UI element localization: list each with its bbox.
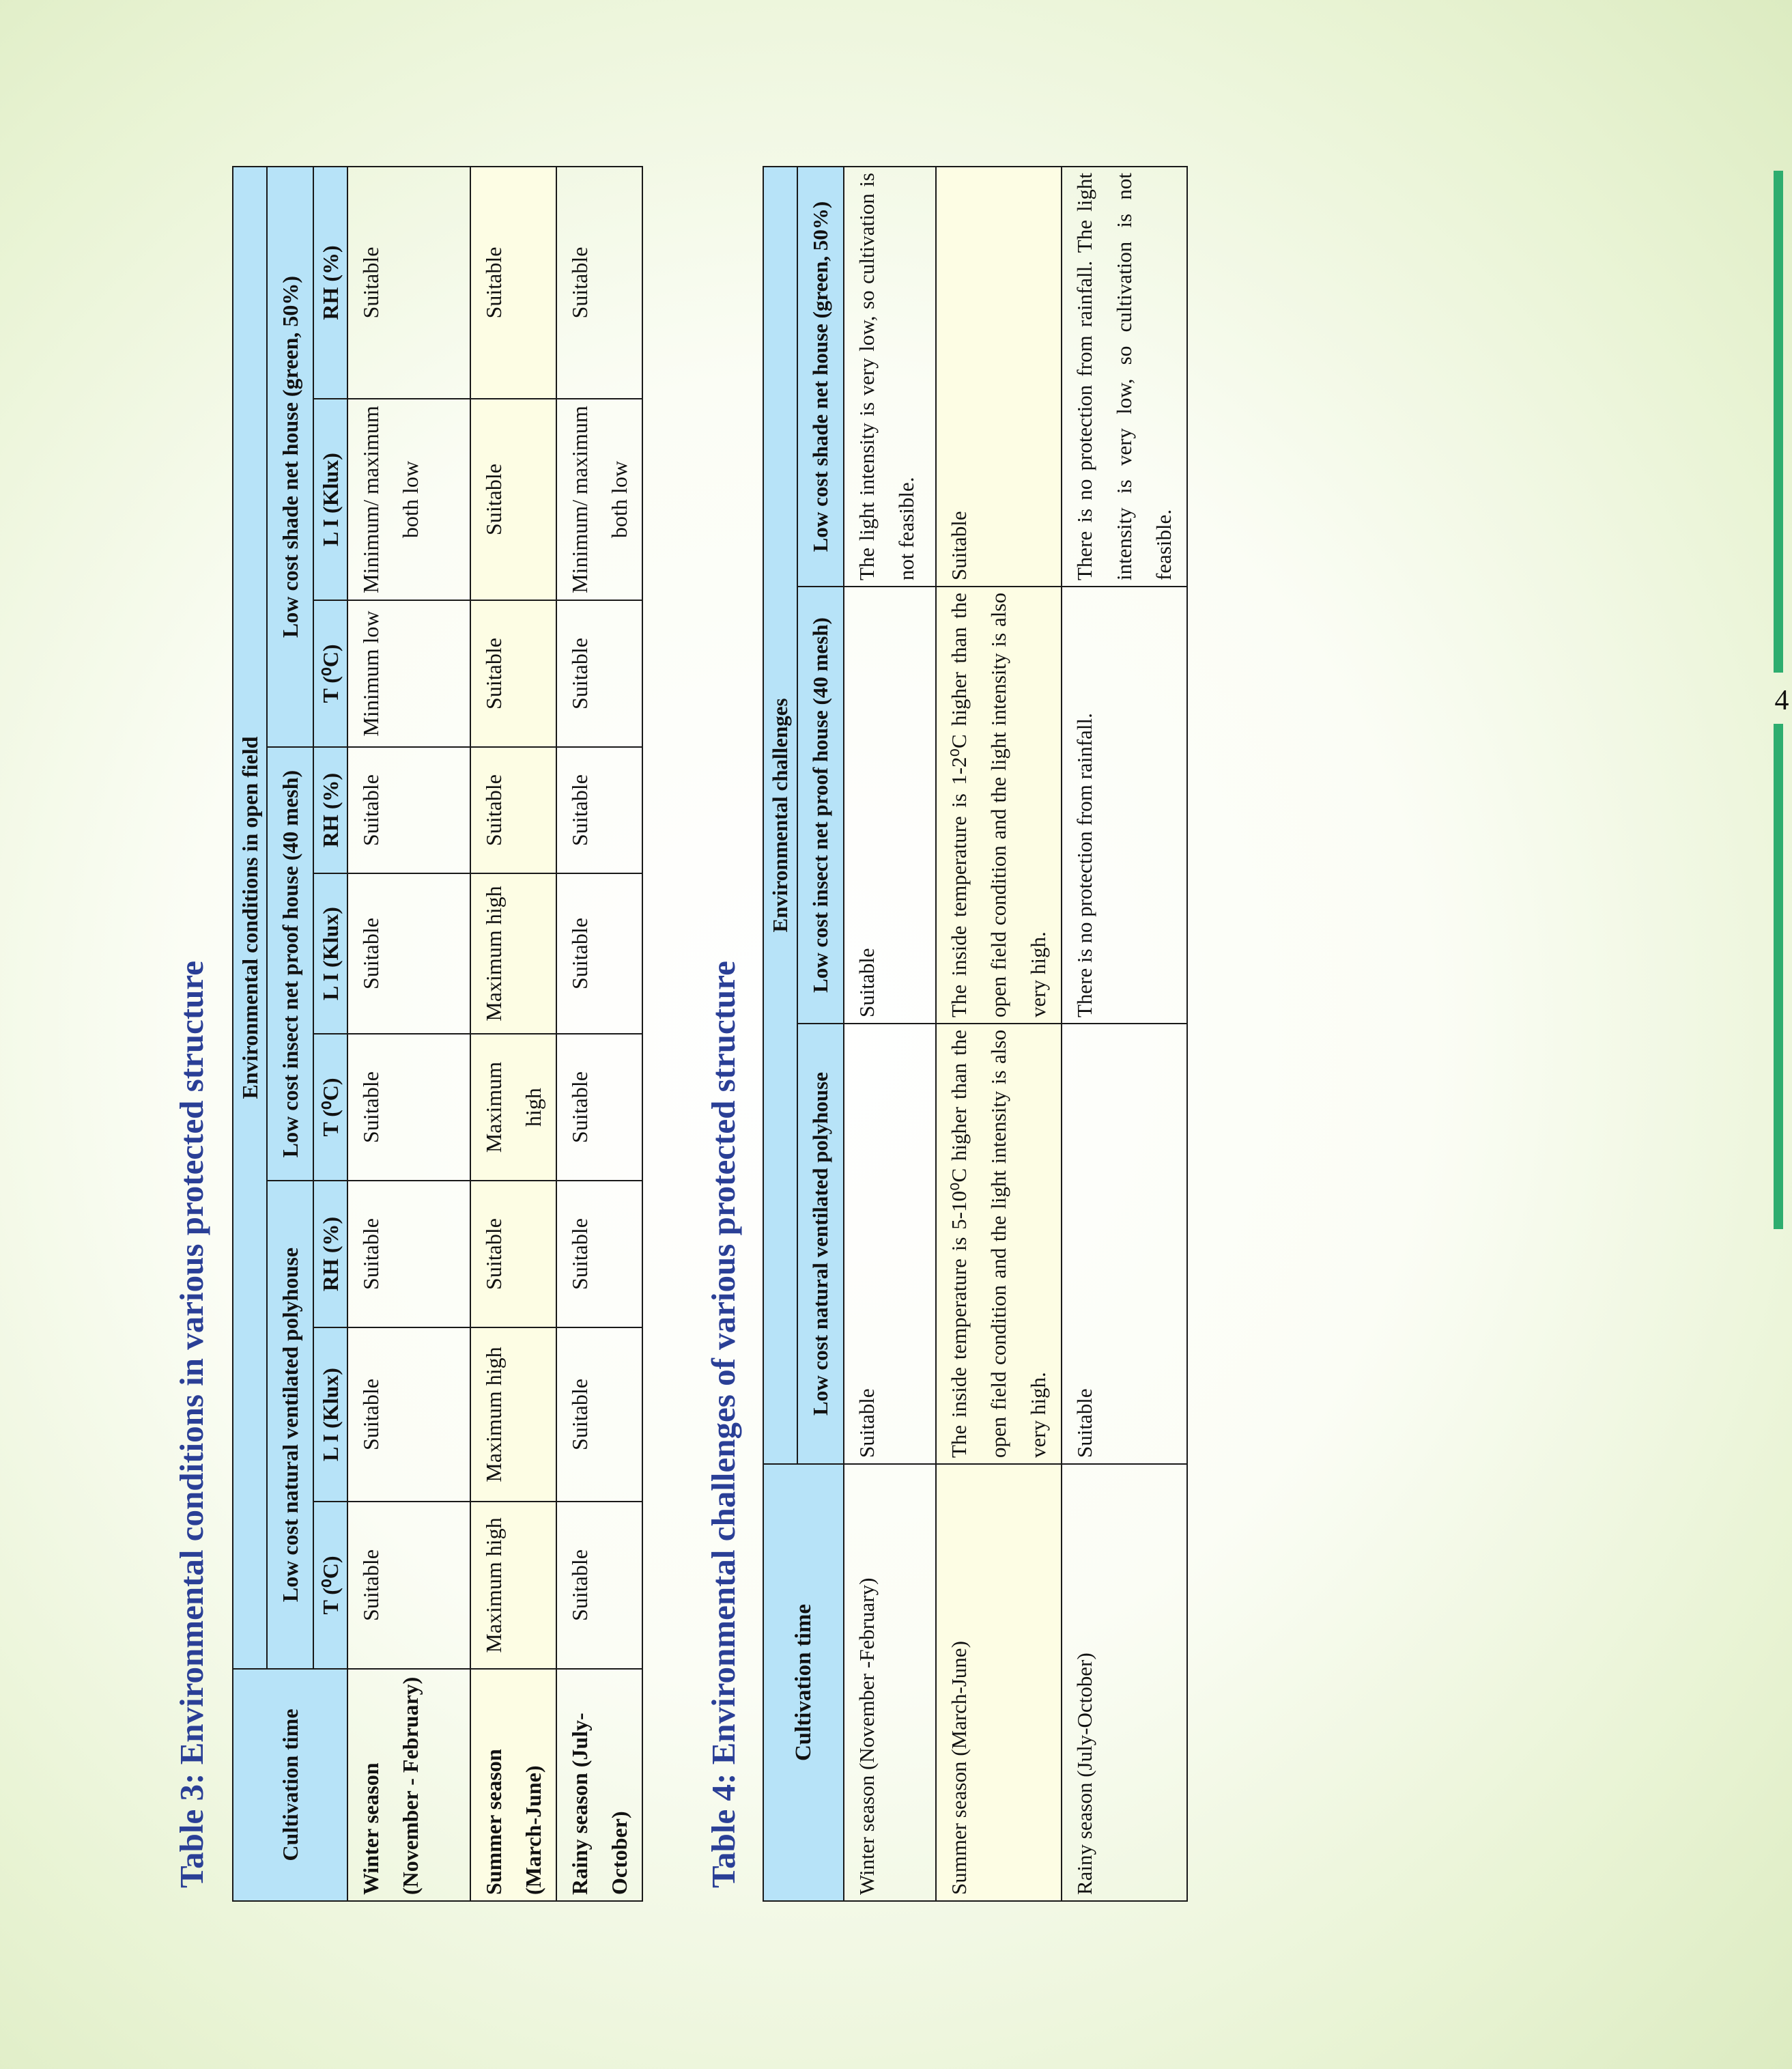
t3-header-structure-polyhouse: Low cost natural ventilated polyhouse <box>267 1181 313 1669</box>
t3-param-light-intensity: L I (Klux) <box>313 1327 347 1502</box>
t3-param-light-intensity: L I (Klux) <box>313 873 347 1034</box>
footer-divider-line <box>1774 171 1783 673</box>
table-cell: Suitable <box>470 167 556 399</box>
table-cell: Suitable <box>556 1327 642 1502</box>
t3-param-relative-humidity: RH (%) <box>313 1181 347 1327</box>
table-row <box>1062 167 1187 1901</box>
table-cell: Suitable <box>556 1502 642 1669</box>
t3-header-group: Environmental conditions in open field <box>233 167 267 1669</box>
table-cell: Suitable <box>556 1034 642 1181</box>
table-cell: Suitable <box>556 600 642 747</box>
table-cell: Suitable <box>936 167 1062 587</box>
t4-header-structure-shade-net: Low cost shade net house (green, 50%) <box>797 167 844 587</box>
table-cell: Suitable <box>347 1327 470 1502</box>
table-cell: The inside temperature is 5-10⁰C higher than the open field condition and the light intensity is also very high. <box>936 1024 1062 1464</box>
table-cell: Suitable <box>470 747 556 873</box>
table-cell: Suitable <box>470 1181 556 1327</box>
page-number: 4 <box>1774 685 1789 716</box>
table-row <box>556 167 642 1901</box>
t3-param-temperature: T (⁰C) <box>313 1502 347 1669</box>
table-cell: Maximum high <box>470 1502 556 1669</box>
table-cell: Suitable <box>470 600 556 747</box>
table-row <box>347 167 470 1901</box>
table4-title: Table 4: Environmental challenges of various protected structure <box>705 961 742 1888</box>
table-row <box>844 167 936 1901</box>
table-cell: Suitable <box>347 1502 470 1669</box>
table-cell: Suitable <box>556 1181 642 1327</box>
t3-param-light-intensity: L I (Klux) <box>313 399 347 600</box>
table-cell: Suitable <box>844 587 936 1024</box>
t4-season-rainy: Rainy season (July-October) <box>1062 1464 1187 1901</box>
t4-header-cultivation-time: Cultivation time <box>763 1464 844 1901</box>
table-cell: Suitable <box>556 167 642 399</box>
footer-divider-line <box>1774 724 1783 1229</box>
table-cell: There is no protection from rainfall. The light intensity is very low, so cultivation is not feasible. <box>1062 167 1187 587</box>
t4-header-group: Environmental challenges <box>763 167 797 1464</box>
t3-param-relative-humidity: RH (%) <box>313 167 347 399</box>
t3-param-relative-humidity: RH (%) <box>313 747 347 873</box>
t4-header-structure-polyhouse: Low cost natural ventilated polyhouse <box>797 1024 844 1464</box>
table-cell: Minimum/ maximum both low <box>556 399 642 600</box>
table-cell: Maximum high <box>470 873 556 1034</box>
table-cell: Suitable <box>347 1181 470 1327</box>
table-cell: Suitable <box>347 873 470 1034</box>
table3 <box>232 166 643 1902</box>
t3-season-winter: Winter season (November - February) <box>347 1669 470 1901</box>
table-cell: Suitable <box>470 399 556 600</box>
table-cell: Suitable <box>556 747 642 873</box>
table-row <box>470 167 556 1901</box>
t4-season-winter: Winter season (November -February) <box>844 1464 936 1901</box>
t3-header-cultivation-time: Cultivation time <box>233 1669 347 1901</box>
table-cell: Minimum low <box>347 600 470 747</box>
t4-header-structure-insect-net: Low cost insect net proof house (40 mesh) <box>797 587 844 1024</box>
table-cell: Maximum high <box>470 1034 556 1181</box>
table-cell: The inside temperature is 1-2⁰C higher than the open field condition and the light intensity is also very high. <box>936 587 1062 1024</box>
table-cell: Suitable <box>556 873 642 1034</box>
table4 <box>763 166 1188 1902</box>
table-cell: The light intensity is very low, so cultivation is not feasible. <box>844 167 936 587</box>
table-cell: Suitable <box>347 747 470 873</box>
table-cell: Maximum high <box>470 1327 556 1502</box>
t3-season-summer: Summer season (March-June) <box>470 1669 556 1901</box>
t3-header-structure-shade-net: Low cost shade net house (green, 50%) <box>267 167 313 747</box>
table-cell: Suitable <box>347 167 470 399</box>
table3-title: Table 3: Environmental conditions in various protected structure <box>173 960 210 1888</box>
table-cell: Suitable <box>844 1024 936 1464</box>
t3-header-structure-insect-net: Low cost insect net proof house (40 mesh) <box>267 747 313 1181</box>
table-row <box>936 167 1062 1901</box>
table-cell: There is no protection from rainfall. <box>1062 587 1187 1024</box>
t3-season-rainy: Rainy season (July- October) <box>556 1669 642 1901</box>
t3-param-temperature: T (⁰C) <box>313 600 347 747</box>
t3-param-temperature: T (⁰C) <box>313 1034 347 1181</box>
t4-season-summer: Summer season (March-June) <box>936 1464 1062 1901</box>
table-cell: Suitable <box>347 1034 470 1181</box>
table-cell: Suitable <box>1062 1024 1187 1464</box>
table-cell: Minimum/ maximum both low <box>347 399 470 600</box>
